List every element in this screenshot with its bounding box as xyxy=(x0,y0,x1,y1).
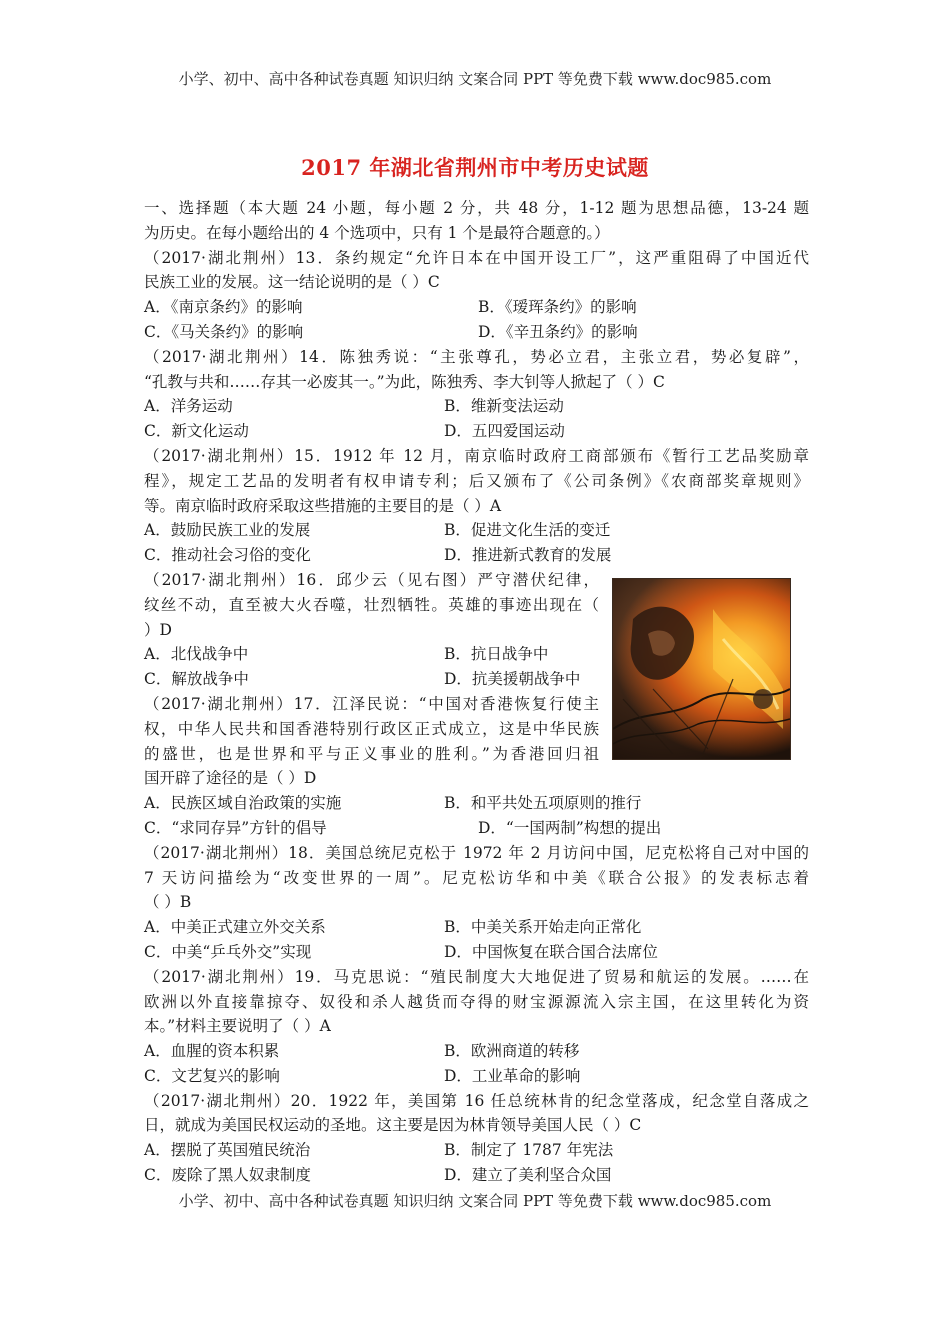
option-c: C．《马关条约》的影响 xyxy=(144,322,304,341)
question-16-line: 纹丝不动，直至被大火吞噬，壮烈牺牲。英雄的事迹出现在（ xyxy=(144,595,599,614)
option-b: B．制定了 1787 年宪法 xyxy=(444,1141,614,1160)
option-b: B．维新变法运动 xyxy=(444,397,564,416)
option-b: B．促进文化生活的变迁 xyxy=(444,521,611,540)
question-14-line: “孔教与共和……存其一必废其一。”为此，陈独秀、李大钊等人掀起了（ ）C xyxy=(144,372,665,391)
intro-line: 为历史。在每小题给出的 4 个选项中，只有 1 个是最符合题意的。） xyxy=(144,223,610,242)
question-15-options-row xyxy=(144,543,809,568)
option-b: B．《瑷珲条约》的影响 xyxy=(478,298,637,317)
option-c: C．文艺复兴的影响 xyxy=(144,1066,280,1085)
question-13-options-row xyxy=(144,320,809,345)
option-a: A．摆脱了英国殖民统治 xyxy=(144,1141,311,1160)
question-20-options-row xyxy=(144,1138,809,1163)
question-15-line: 程》，规定工艺品的发明者有权申请专利；后又颁布了《公司条例》《农商部奖章规则》 xyxy=(144,471,809,490)
question-13-options-row xyxy=(144,295,809,320)
option-b: B．抗日战争中 xyxy=(444,645,549,664)
option-c: C．废除了黑人奴隶制度 xyxy=(144,1166,311,1185)
question-19-options-row xyxy=(144,1064,809,1089)
question-15-options-row xyxy=(144,518,809,543)
question-13-line: 民族工业的发展。这一结论说明的是（ ）C xyxy=(144,273,440,292)
question-20-options-row xyxy=(144,1163,809,1188)
option-b: B．欧洲商道的转移 xyxy=(444,1042,580,1061)
intro-line: 一、选择题（本大题 24 小题，每小题 2 分，共 48 分，1-12 题为思想品德，13-24 题 xyxy=(144,199,809,217)
question-17-line: 的盛世，也是世界和平与正义事业的胜利。”为香港回归祖 xyxy=(144,744,599,763)
option-a: A．《南京条约》的影响 xyxy=(144,298,303,317)
exam-title: 2017 年湖北省荆州市中考历史试题 xyxy=(301,155,649,180)
question-13-line: （2017·湖北荆州）13．条约规定“允许日本在中国开设工厂”，这严重阻碍了中国近代 xyxy=(144,248,809,267)
question-14-options-row xyxy=(144,394,809,419)
question-17-line: 国开辟了途径的是（ ）D xyxy=(144,769,317,788)
question-15-line: 等。南京临时政府采取这些措施的主要目的是（ ）A xyxy=(144,496,502,515)
option-d: D．中国恢复在联合国合法席位 xyxy=(444,942,658,961)
option-a: A．中美正式建立外交关系 xyxy=(144,918,326,937)
option-b: B．中美关系开始走向正常化 xyxy=(444,918,642,937)
option-c: C．新文化运动 xyxy=(144,422,249,441)
question-19-options-row xyxy=(144,1039,809,1064)
question-16-line: （2017·湖北荆州）16．邱少云（见右图）严守潜伏纪律， xyxy=(144,570,599,589)
question-17-options-row xyxy=(144,816,809,841)
question-17-line: （2017·湖北荆州）17．江泽民说：“中国对香港恢复行使主 xyxy=(144,694,599,713)
option-d: D．抗美援朝战争中 xyxy=(444,670,581,689)
option-b: B．和平共处五项原则的推行 xyxy=(444,794,642,813)
qiu-shaoyun-painting xyxy=(612,578,791,760)
option-a: A．民族区域自治政策的实施 xyxy=(144,794,342,813)
option-c: C．“求同存异”方针的倡导 xyxy=(144,818,327,837)
question-14-options-row xyxy=(144,419,809,444)
option-a: A．血腥的资本积累 xyxy=(144,1042,280,1061)
question-18-options-row xyxy=(144,940,809,965)
option-c: C．中美“乒乓外交”实现 xyxy=(144,942,312,961)
option-d: D．五四爱国运动 xyxy=(444,422,565,441)
painting-illustration xyxy=(613,579,790,759)
question-18-line: 7 天访问描绘为“改变世界的一周”。尼克松访华和中美《联合公报》的发表标志着 xyxy=(144,868,809,887)
question-17-line: 权，中华人民共和国香港特别行政区正式成立，这是中华民族 xyxy=(144,719,599,738)
question-18-line: （ ）B xyxy=(144,893,192,912)
question-20-line: （2017·湖北荆州）20．1922 年，美国第 16 任总统林肯的纪念堂落成，纪念堂自落成之 xyxy=(144,1091,809,1110)
question-19-line: 本。”材料主要说明了（ ）A xyxy=(144,1017,331,1036)
question-19-line: 欧洲以外直接靠掠夺、奴役和杀人越货而夺得的财宝源源流入宗主国，在这里转化为资 xyxy=(144,992,809,1011)
option-a: A．洋务运动 xyxy=(144,397,233,416)
option-c: C．解放战争中 xyxy=(144,670,249,689)
option-a: A．北伐战争中 xyxy=(144,645,249,664)
question-16-line: ）D xyxy=(144,620,172,639)
page-header: 小学、初中、高中各种试卷真题 知识归纳 文案合同 PPT 等免费下载 www.doc985.com xyxy=(178,70,772,88)
question-17-options-row xyxy=(144,791,809,816)
question-14-line: （2017·湖北荆州）14．陈独秀说：“主张尊孔，势必立君，主张立君，势必复辟”， xyxy=(144,347,809,366)
page-footer: 小学、初中、高中各种试卷真题 知识归纳 文案合同 PPT 等免费下载 www.doc985.com xyxy=(178,1192,772,1210)
question-19-line: （2017·湖北荆州）19．马克思说：“殖民制度大大地促进了贸易和航运的发展。……在 xyxy=(144,967,809,986)
question-20-line: 日，就成为美国民权运动的圣地。这主要是因为林肯领导美国人民（ ）C xyxy=(144,1116,642,1135)
option-a: A．鼓励民族工业的发展 xyxy=(144,521,311,540)
question-15-line: （2017·湖北荆州）15．1912 年 12 月，南京临时政府工商部颁布《暂行工艺品奖励章 xyxy=(144,446,809,465)
option-d: D．《辛丑条约》的影响 xyxy=(478,322,638,341)
option-d: D．推进新式教育的发展 xyxy=(444,546,612,565)
option-d: D．“一国两制”构想的提出 xyxy=(478,818,662,837)
option-c: C．推动社会习俗的变化 xyxy=(144,546,311,565)
option-d: D．建立了美利坚合众国 xyxy=(444,1166,612,1185)
option-d: D．工业革命的影响 xyxy=(444,1066,581,1085)
question-18-line: （2017·湖北荆州）18．美国总统尼克松于 1972 年 2 月访问中国，尼克松将自己对中国的 xyxy=(144,843,809,862)
question-18-options-row xyxy=(144,915,809,940)
